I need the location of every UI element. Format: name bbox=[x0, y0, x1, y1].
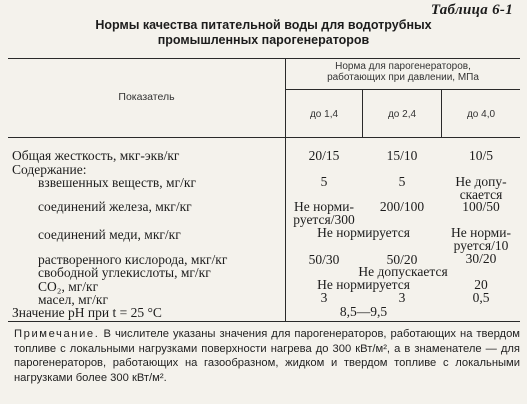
table-title-line1: Нормы качества питательной воды для водотрубных bbox=[95, 18, 432, 32]
cell-oils-col3: 0,5 bbox=[472, 290, 490, 305]
cell-suspended-col3-line1: Не допу- bbox=[455, 174, 507, 189]
cell-hardness-col1: 20/15 bbox=[308, 148, 340, 163]
footnote-lead: Примечание. bbox=[14, 328, 100, 340]
row-label-oxygen: растворенного кислорода, мкг/кг bbox=[38, 252, 228, 267]
header-indicator: Показатель bbox=[118, 91, 175, 103]
cell-ph-col12: 8,5—9,5 bbox=[339, 304, 388, 319]
table-title-line2: промышленных парогенераторов bbox=[157, 33, 370, 47]
header-norm-line2: работающих при давлении, МПа bbox=[327, 72, 479, 83]
cell-iron-col2: 200/100 bbox=[379, 199, 425, 214]
row-label-copper: соединений меди, мкг/кг bbox=[38, 227, 181, 242]
cell-oxygen-col3: 30/20 bbox=[465, 251, 497, 266]
row-label-suspended: взвешенных веществ, мг/кг bbox=[38, 175, 196, 190]
cell-copper-col12: Не нормируется bbox=[317, 225, 410, 240]
row-label-iron: соединений железа, мкг/кг bbox=[38, 199, 192, 214]
header-col3: до 4,0 bbox=[466, 109, 496, 120]
cell-oils-col1: 3 bbox=[320, 290, 328, 305]
cell-co2-col3: 20 bbox=[474, 277, 488, 292]
table-bottom-rule bbox=[8, 321, 520, 322]
cell-iron-col1-line1: Не норми- bbox=[294, 199, 354, 214]
header-norm-line1: Норма для парогенераторов, bbox=[335, 61, 471, 72]
footnote-text: В числителе указаны значения для парогенераторов, работающих на твердом топливе с локальными нагрузками поверхности нагрева до 300 кВт/м², а в знаменателе — для парогенераторов, работающих на газообразном, жидком и твердом топливе с локальными нагрузками более 300 кВт/м². bbox=[14, 328, 520, 384]
row-label-hardness: Общая жесткость, мкг-экв/кг bbox=[12, 148, 180, 163]
header-col2: до 2,4 bbox=[387, 109, 417, 120]
cell-iron-col1-line2: руется/300 bbox=[293, 212, 355, 227]
cell-co2-col12: Не нормируется bbox=[317, 277, 410, 292]
cell-suspended-col2: 5 bbox=[398, 174, 406, 189]
cell-oils-col2: 3 bbox=[398, 290, 406, 305]
cell-oxygen-col2: 50/20 bbox=[386, 252, 418, 267]
header-bottom-rule bbox=[8, 137, 520, 138]
row-label-co2: CO₂, мг/кг bbox=[38, 279, 99, 294]
cell-copper-col3-line2: руется/10 bbox=[453, 238, 509, 253]
row-label-oils: масел, мг/кг bbox=[38, 292, 109, 307]
cell-iron-col3: 100/50 bbox=[462, 199, 500, 214]
row-label-ph: Значение pH при t = 25 °C bbox=[12, 305, 162, 320]
cell-copper-col3-line1: Не норми- bbox=[451, 225, 511, 240]
row-label-content: Содержание: bbox=[12, 162, 87, 177]
table-number: Таблица 6-1 bbox=[430, 2, 513, 18]
cell-co2-free-all: Не допускается bbox=[358, 264, 448, 279]
cell-hardness-col2: 15/10 bbox=[386, 148, 418, 163]
cell-oxygen-col1: 50/30 bbox=[308, 252, 340, 267]
header-col1: до 1,4 bbox=[309, 109, 339, 120]
table-top-rule bbox=[8, 58, 520, 59]
cell-hardness-col3: 10/5 bbox=[468, 148, 493, 163]
cell-suspended-col1: 5 bbox=[320, 174, 328, 189]
row-label-co2-free: свободной углекислоты, мг/кг bbox=[38, 265, 211, 280]
cell-suspended-col3-line2: скается bbox=[459, 187, 503, 202]
header-mid-rule bbox=[285, 89, 520, 90]
table-footnote bbox=[14, 327, 520, 385]
